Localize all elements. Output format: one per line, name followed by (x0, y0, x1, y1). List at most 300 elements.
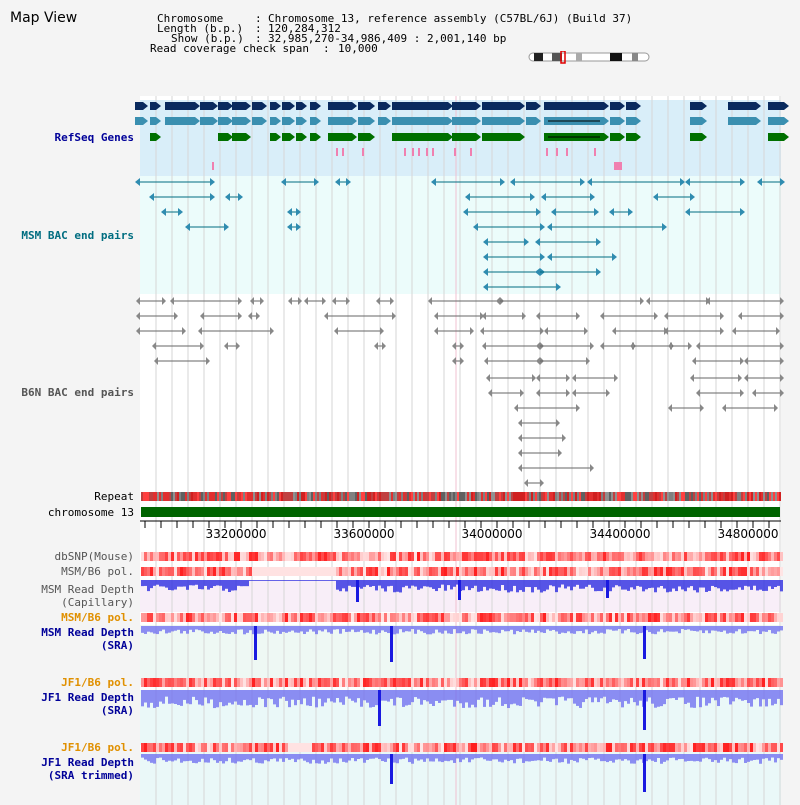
jf1-b6-pol-heat (753, 678, 756, 687)
jf1-b6-pol-heat (231, 678, 234, 687)
msm-sra-depth (396, 626, 399, 634)
gene-exon (135, 102, 143, 110)
jf1-b6-pol-trim-heat (369, 743, 372, 752)
jf1-trim-depth (744, 754, 747, 763)
msm-sra-depth (180, 626, 183, 633)
jf1-b6-pol-heat (219, 678, 222, 687)
msm-capillary-depth (234, 580, 237, 590)
repeat-element (157, 492, 159, 501)
jf1-trim-depth (216, 754, 219, 763)
msm-b6-pol-heat (339, 567, 342, 576)
repeat-element (323, 492, 325, 501)
jf1-b6-pol-trim-heat (681, 743, 684, 752)
gene-exon (626, 102, 636, 110)
msm-b6-pol-sra-heat (165, 613, 168, 622)
msm-sra-depth (474, 626, 477, 630)
repeat-element (477, 492, 479, 501)
jf1-b6-pol-heat (324, 678, 327, 687)
msm-b6-pol-heat (408, 567, 411, 576)
msm-b6-pol-sra-heat (588, 613, 591, 622)
msm-b6-pol-heat (249, 567, 252, 576)
jf1-b6-pol-heat (150, 678, 153, 687)
jf1-trim-depth (615, 754, 618, 760)
dbsnp-heat (735, 552, 738, 561)
jf1-trim-depth (423, 754, 426, 762)
jf1-b6-pol-trim-heat (315, 743, 318, 752)
jf1-b6-pol-trim-heat (411, 743, 414, 752)
msm-b6-pol-heat (537, 567, 540, 576)
jf1-trim-depth (396, 754, 399, 763)
jf1-b6-pol-trim-heat (534, 743, 537, 752)
jf1-trim-depth (648, 754, 651, 759)
jf1-b6-pol-trim-heat (282, 743, 285, 752)
msm-capillary-depth (195, 580, 198, 585)
jf1-b6-pol-heat (396, 678, 399, 687)
jf1-sra-depth (759, 690, 762, 706)
msm-b6-pol-heat (147, 567, 150, 576)
repeat-element (161, 492, 163, 501)
jf1-b6-pol-trim-heat (453, 743, 456, 752)
jf1-b6-pol-trim-heat (297, 743, 300, 752)
dbsnp-heat (516, 552, 519, 561)
jf1-sra-depth (399, 690, 402, 698)
jf1-b6-pol-heat (684, 678, 687, 687)
gene-exon (135, 117, 143, 125)
msm-b6-pol-heat (207, 567, 210, 576)
repeat-element (443, 492, 445, 501)
jf1-b6-pol-heat (492, 678, 495, 687)
dbsnp-heat (510, 552, 513, 561)
msm-sra-depth (597, 626, 600, 634)
msm-b6-pol-heat (723, 567, 726, 576)
msm-sra-depth (258, 626, 261, 634)
msm-b6-pol-sra-heat (549, 613, 552, 622)
jf1-trim-depth (213, 754, 216, 760)
msm-sra-depth (150, 626, 153, 632)
gene-exon (526, 102, 536, 110)
repeat-element (699, 492, 701, 501)
track-label-msm-bac[interactable]: MSM BAC end pairs (21, 229, 134, 242)
jf1-trim-depth (261, 754, 264, 763)
msm-sra-depth (714, 626, 717, 631)
repeat-element (267, 492, 269, 501)
repeat-element (709, 492, 711, 501)
repeat-element (207, 492, 209, 501)
msm-capillary-depth (573, 580, 576, 587)
repeat-element (735, 492, 737, 501)
track-label-jf1-b6-pol[interactable]: JF1/B6 pol. (61, 676, 134, 689)
dbsnp-heat (483, 552, 486, 561)
msm-capillary-depth (339, 580, 342, 591)
msm-b6-pol-sra-heat (522, 613, 525, 622)
jf1-b6-pol-heat (321, 678, 324, 687)
gene-arrow (784, 133, 789, 141)
msm-capillary-depth (183, 580, 186, 586)
msm-sra-depth (678, 626, 681, 633)
jf1-b6-pol-heat (579, 678, 582, 687)
dbsnp-heat (555, 552, 558, 561)
msm-capillary-depth (486, 580, 489, 590)
jf1-sra-depth (168, 690, 171, 704)
jf1-sra-depth (444, 690, 447, 700)
msm-sra-depth (285, 626, 288, 633)
jf1-trim-depth (603, 754, 606, 761)
track-label-jf1-b6-pol-2[interactable]: JF1/B6 pol. (61, 741, 134, 754)
msm-b6-pol-sra-heat (369, 613, 372, 622)
msm-sra-depth (183, 626, 186, 631)
msm-b6-pol-sra-heat (144, 613, 147, 622)
msm-capillary-depth (417, 580, 420, 590)
jf1-b6-pol-trim-heat (258, 743, 261, 752)
msm-sra-depth (246, 626, 249, 633)
track-label-msm-b6-pol[interactable]: MSM/B6 pol. (61, 565, 134, 578)
msm-capillary-depth (333, 580, 336, 581)
repeat-element (195, 492, 197, 501)
repeat-element (545, 492, 547, 501)
jf1-b6-pol-heat (441, 678, 444, 687)
chromosome-sep: : (255, 12, 262, 25)
msm-capillary-depth (471, 580, 474, 588)
jf1-trim-depth (369, 754, 372, 759)
msm-b6-pol-sra-heat (732, 613, 735, 622)
jf1-trim-depth (537, 754, 540, 760)
jf1-b6-pol-trim-heat (150, 743, 153, 752)
msm-b6-pol-heat (420, 567, 423, 576)
jf1-sra-depth (699, 690, 702, 707)
msm-capillary-depth (213, 580, 216, 586)
msm-b6-pol-sra-heat (363, 613, 366, 622)
msm-capillary-depth (384, 580, 387, 591)
msm-b6-pol-sra-heat (408, 613, 411, 622)
jf1-sra-depth (714, 690, 717, 700)
dbsnp-heat (258, 552, 261, 561)
jf1-trim-depth (441, 754, 444, 762)
jf1-trim-depth (309, 754, 312, 764)
msm-capillary-depth (624, 580, 627, 590)
jf1-b6-pol-heat (405, 678, 408, 687)
jf1-trim-depth (699, 754, 702, 762)
repeat-element (305, 492, 307, 501)
msm-b6-pol-sra-heat (309, 613, 312, 622)
msm-b6-pol-heat (318, 567, 321, 576)
dbsnp-heat (306, 552, 309, 561)
jf1-sra-depth (477, 690, 480, 700)
track-label-b6n-bac[interactable]: B6N BAC end pairs (21, 386, 134, 399)
repeat-element (471, 492, 473, 501)
jf1-b6-pol-heat (561, 678, 564, 687)
jf1-trim-depth (729, 754, 732, 759)
repeat-element (213, 492, 215, 501)
msm-b6-pol-sra-heat (306, 613, 309, 622)
msm-sra-depth (720, 626, 723, 632)
jf1-sra-depth (744, 690, 747, 700)
jf1-b6-pol-heat (222, 678, 225, 687)
msm-b6-pol-sra-heat (387, 613, 390, 622)
repeat-element (521, 492, 523, 501)
msm-sra-depth (171, 626, 174, 631)
jf1-b6-pol-trim-heat (342, 743, 345, 752)
dbsnp-heat (732, 552, 735, 561)
jf1-b6-pol-trim-heat (231, 743, 234, 752)
jf1-b6-pol-trim-heat (768, 743, 771, 752)
jf1-b6-pol-heat (678, 678, 681, 687)
msm-b6-pol-sra-heat (378, 613, 381, 622)
msm-capillary-depth (603, 580, 606, 588)
jf1-b6-pol-heat (495, 678, 498, 687)
jf1-b6-pol-trim-heat (294, 743, 297, 752)
jf1-trim-depth (234, 754, 237, 763)
dbsnp-heat (207, 552, 210, 561)
msm-capillary-depth (579, 580, 582, 589)
msm-b6-pol-heat (354, 567, 357, 576)
msm-b6-pol-heat (144, 567, 147, 576)
repeat-element (205, 492, 207, 501)
repeat-element (297, 492, 299, 501)
msm-b6-pol-sra-heat (474, 613, 477, 622)
jf1-b6-pol-heat (225, 678, 228, 687)
msm-b6-pol-sra-heat (582, 613, 585, 622)
msm-sra-depth (546, 626, 549, 629)
repeat-element (479, 492, 481, 501)
jf1-sra-depth (732, 690, 735, 701)
jf1-b6-pol-heat (738, 678, 741, 687)
jf1-b6-pol-trim-heat (495, 743, 498, 752)
msm-b6-pol-heat (174, 567, 177, 576)
jf1-sra-depth (756, 690, 759, 698)
msm-b6-pol-heat (315, 567, 318, 576)
repeat-element (485, 492, 487, 501)
msm-b6-pol-heat (690, 567, 693, 576)
jf1-b6-pol-trim-heat (606, 743, 609, 752)
msm-b6-pol-heat (159, 567, 162, 576)
msm-b6-pol-sra-heat (489, 613, 492, 622)
repeat-element (177, 492, 179, 501)
msm-sra-depth (507, 626, 510, 631)
dbsnp-heat (666, 552, 669, 561)
msm-b6-pol-sra-heat (375, 613, 378, 622)
jf1-b6-pol-heat (582, 678, 585, 687)
dbsnp-heat (738, 552, 741, 561)
msm-sra-depth (618, 626, 621, 629)
dbsnp-heat (438, 552, 441, 561)
jf1-b6-pol-heat (642, 678, 645, 687)
jf1-b6-pol-trim-heat (555, 743, 558, 752)
jf1-b6-pol-trim-heat (237, 743, 240, 752)
msm-sra-depth (711, 626, 714, 630)
gene-exon (252, 102, 262, 110)
track-label-msm-b6-pol-sra[interactable]: MSM/B6 pol. (61, 611, 134, 624)
track-label-refseq[interactable]: RefSeq Genes (54, 131, 134, 144)
repeat-element (629, 492, 631, 501)
jf1-b6-pol-heat (690, 678, 693, 687)
msm-b6-pol-heat (477, 567, 480, 576)
jf1-b6-pol-heat (165, 678, 168, 687)
msm-b6-pol-heat (246, 567, 249, 576)
track-label-repeat[interactable]: Repeat (94, 490, 134, 503)
jf1-sra-depth (402, 690, 405, 707)
msm-b6-pol-heat (594, 567, 597, 576)
jf1-b6-pol-trim-heat (324, 743, 327, 752)
track-label-dbsnp[interactable]: dbSNP(Mouse) (54, 550, 134, 563)
jf1-b6-pol-trim-heat (363, 743, 366, 752)
msm-sra-depth (498, 626, 501, 633)
jf1-b6-pol-heat (657, 678, 660, 687)
jf1-trim-depth (516, 754, 519, 759)
dbsnp-heat (459, 552, 462, 561)
jf1-sra-depth (600, 690, 603, 698)
depth-spike (643, 626, 646, 659)
msm-capillary-depth (738, 580, 741, 587)
repeat-element (367, 492, 369, 501)
msm-b6-pol-sra-heat (564, 613, 567, 622)
jf1-b6-pol-heat (183, 678, 186, 687)
jf1-sra-depth (726, 690, 729, 697)
jf1-trim-depth (705, 754, 708, 758)
repeat-element (525, 492, 527, 501)
jf1-sra-depth (627, 690, 630, 704)
msm-b6-pol-heat (237, 567, 240, 576)
jf1-sra-depth (696, 690, 699, 697)
jf1-b6-pol-trim-heat (636, 743, 639, 752)
jf1-b6-pol-heat (432, 678, 435, 687)
gene-exon (150, 117, 156, 125)
jf1-trim-depth (312, 754, 315, 760)
jf1-trim-depth (321, 754, 324, 760)
repeat-element (155, 492, 157, 501)
jf1-b6-pol-heat (318, 678, 321, 687)
jf1-b6-pol-trim-heat (198, 743, 201, 752)
repeat-element (755, 492, 757, 501)
msm-sra-depth (306, 626, 309, 632)
jf1-b6-pol-trim-heat (579, 743, 582, 752)
jf1-b6-pol-heat (705, 678, 708, 687)
jf1-sra-depth (603, 690, 606, 697)
msm-capillary-depth (447, 580, 450, 585)
msm-b6-pol-heat (468, 567, 471, 576)
repeat-element (697, 492, 699, 501)
msm-b6-pol-heat (405, 567, 408, 576)
repeat-element (391, 492, 393, 501)
repeat-element (463, 492, 465, 501)
repeat-element (329, 492, 331, 501)
jf1-b6-pol-heat (435, 678, 438, 687)
repeat-element (527, 492, 529, 501)
msm-b6-pol-sra-heat (513, 613, 516, 622)
msm-sra-depth (708, 626, 711, 633)
msm-b6-pol-heat (753, 567, 756, 576)
repeat-element (191, 492, 193, 501)
depth-spike (390, 626, 393, 662)
msm-capillary-depth (762, 580, 765, 591)
bac-end (780, 342, 784, 350)
msm-b6-pol-sra-heat (471, 613, 474, 622)
msm-capillary-depth (501, 580, 504, 585)
jf1-trim-depth (696, 754, 699, 761)
gene-exon (165, 102, 195, 110)
msm-capillary-depth (675, 580, 678, 591)
msm-b6-pol-sra-heat (621, 613, 624, 622)
repeat-element (263, 492, 265, 501)
msm-sra-depth (288, 626, 291, 632)
jf1-trim-depth (174, 754, 177, 760)
jf1-b6-pol-heat (651, 678, 654, 687)
msm-b6-pol-sra-heat (324, 613, 327, 622)
msm-capillary-depth (411, 580, 414, 586)
jf1-sra-depth (306, 690, 309, 705)
jf1-sra-depth (723, 690, 726, 697)
jf1-b6-pol-heat (342, 678, 345, 687)
msm-sra-depth (195, 626, 198, 629)
dbsnp-heat (456, 552, 459, 561)
track-label-chromosome[interactable]: chromosome 13 (47, 506, 134, 519)
msm-capillary-depth (672, 580, 675, 589)
msm-b6-pol-sra-heat (267, 613, 270, 622)
jf1-b6-pol-trim-heat (348, 743, 351, 752)
jf1-sra-depth (303, 690, 306, 698)
jf1-b6-pol-heat (339, 678, 342, 687)
repeat-element (289, 492, 291, 501)
jf1-sra-depth (405, 690, 408, 705)
jf1-trim-depth (510, 754, 513, 760)
jf1-b6-pol-trim-heat (753, 743, 756, 752)
repeat-element (175, 492, 177, 501)
repeat-element (431, 492, 433, 501)
dbsnp-heat (276, 552, 279, 561)
jf1-b6-pol-trim-heat (498, 743, 501, 752)
dbsnp-heat (423, 552, 426, 561)
jf1-b6-pol-trim-heat (663, 743, 666, 752)
msm-b6-pol-sra-heat (771, 613, 774, 622)
jf1-b6-pol-trim-heat (714, 743, 717, 752)
repeat-element (611, 492, 613, 501)
jf1-sra-depth (204, 690, 207, 697)
msm-b6-pol-heat (219, 567, 222, 576)
jf1-sra-depth (366, 690, 369, 703)
msm-b6-pol-heat (684, 567, 687, 576)
msm-capillary-depth (153, 580, 156, 586)
dbsnp-heat (528, 552, 531, 561)
repeat-element (433, 492, 435, 501)
jf1-trim-depth (291, 754, 294, 759)
dbsnp-heat (702, 552, 705, 561)
msm-capillary-depth (324, 580, 327, 581)
msm-capillary-depth (639, 580, 642, 587)
msm-b6-pol-sra-heat (672, 613, 675, 622)
repeat-element (671, 492, 673, 501)
chromosome-value: Chromosome 13, reference assembly (C57BL/6J) (Build 37) (268, 12, 633, 25)
jf1-b6-pol-trim-heat (162, 743, 165, 752)
jf1-sra-depth (195, 690, 198, 700)
jf1-sra-depth (198, 690, 201, 704)
jf1-b6-pol-trim-heat (159, 743, 162, 752)
repeat-element (171, 492, 173, 501)
label-line-2: (SRA) (100, 704, 134, 717)
repeat-element (531, 492, 533, 501)
dbsnp-heat (246, 552, 249, 561)
msm-b6-pol-heat (141, 567, 144, 576)
jf1-b6-pol-heat (429, 678, 432, 687)
msm-b6-pol-heat (645, 567, 648, 576)
dbsnp-heat (576, 552, 579, 561)
msm-sra-depth (357, 626, 360, 632)
jf1-trim-depth (354, 754, 357, 761)
jf1-trim-depth (336, 754, 339, 763)
repeat-element (227, 492, 229, 501)
msm-sra-depth (447, 626, 450, 633)
dbsnp-heat (231, 552, 234, 561)
jf1-trim-depth (708, 754, 711, 759)
jf1-b6-pol-heat (204, 678, 207, 687)
